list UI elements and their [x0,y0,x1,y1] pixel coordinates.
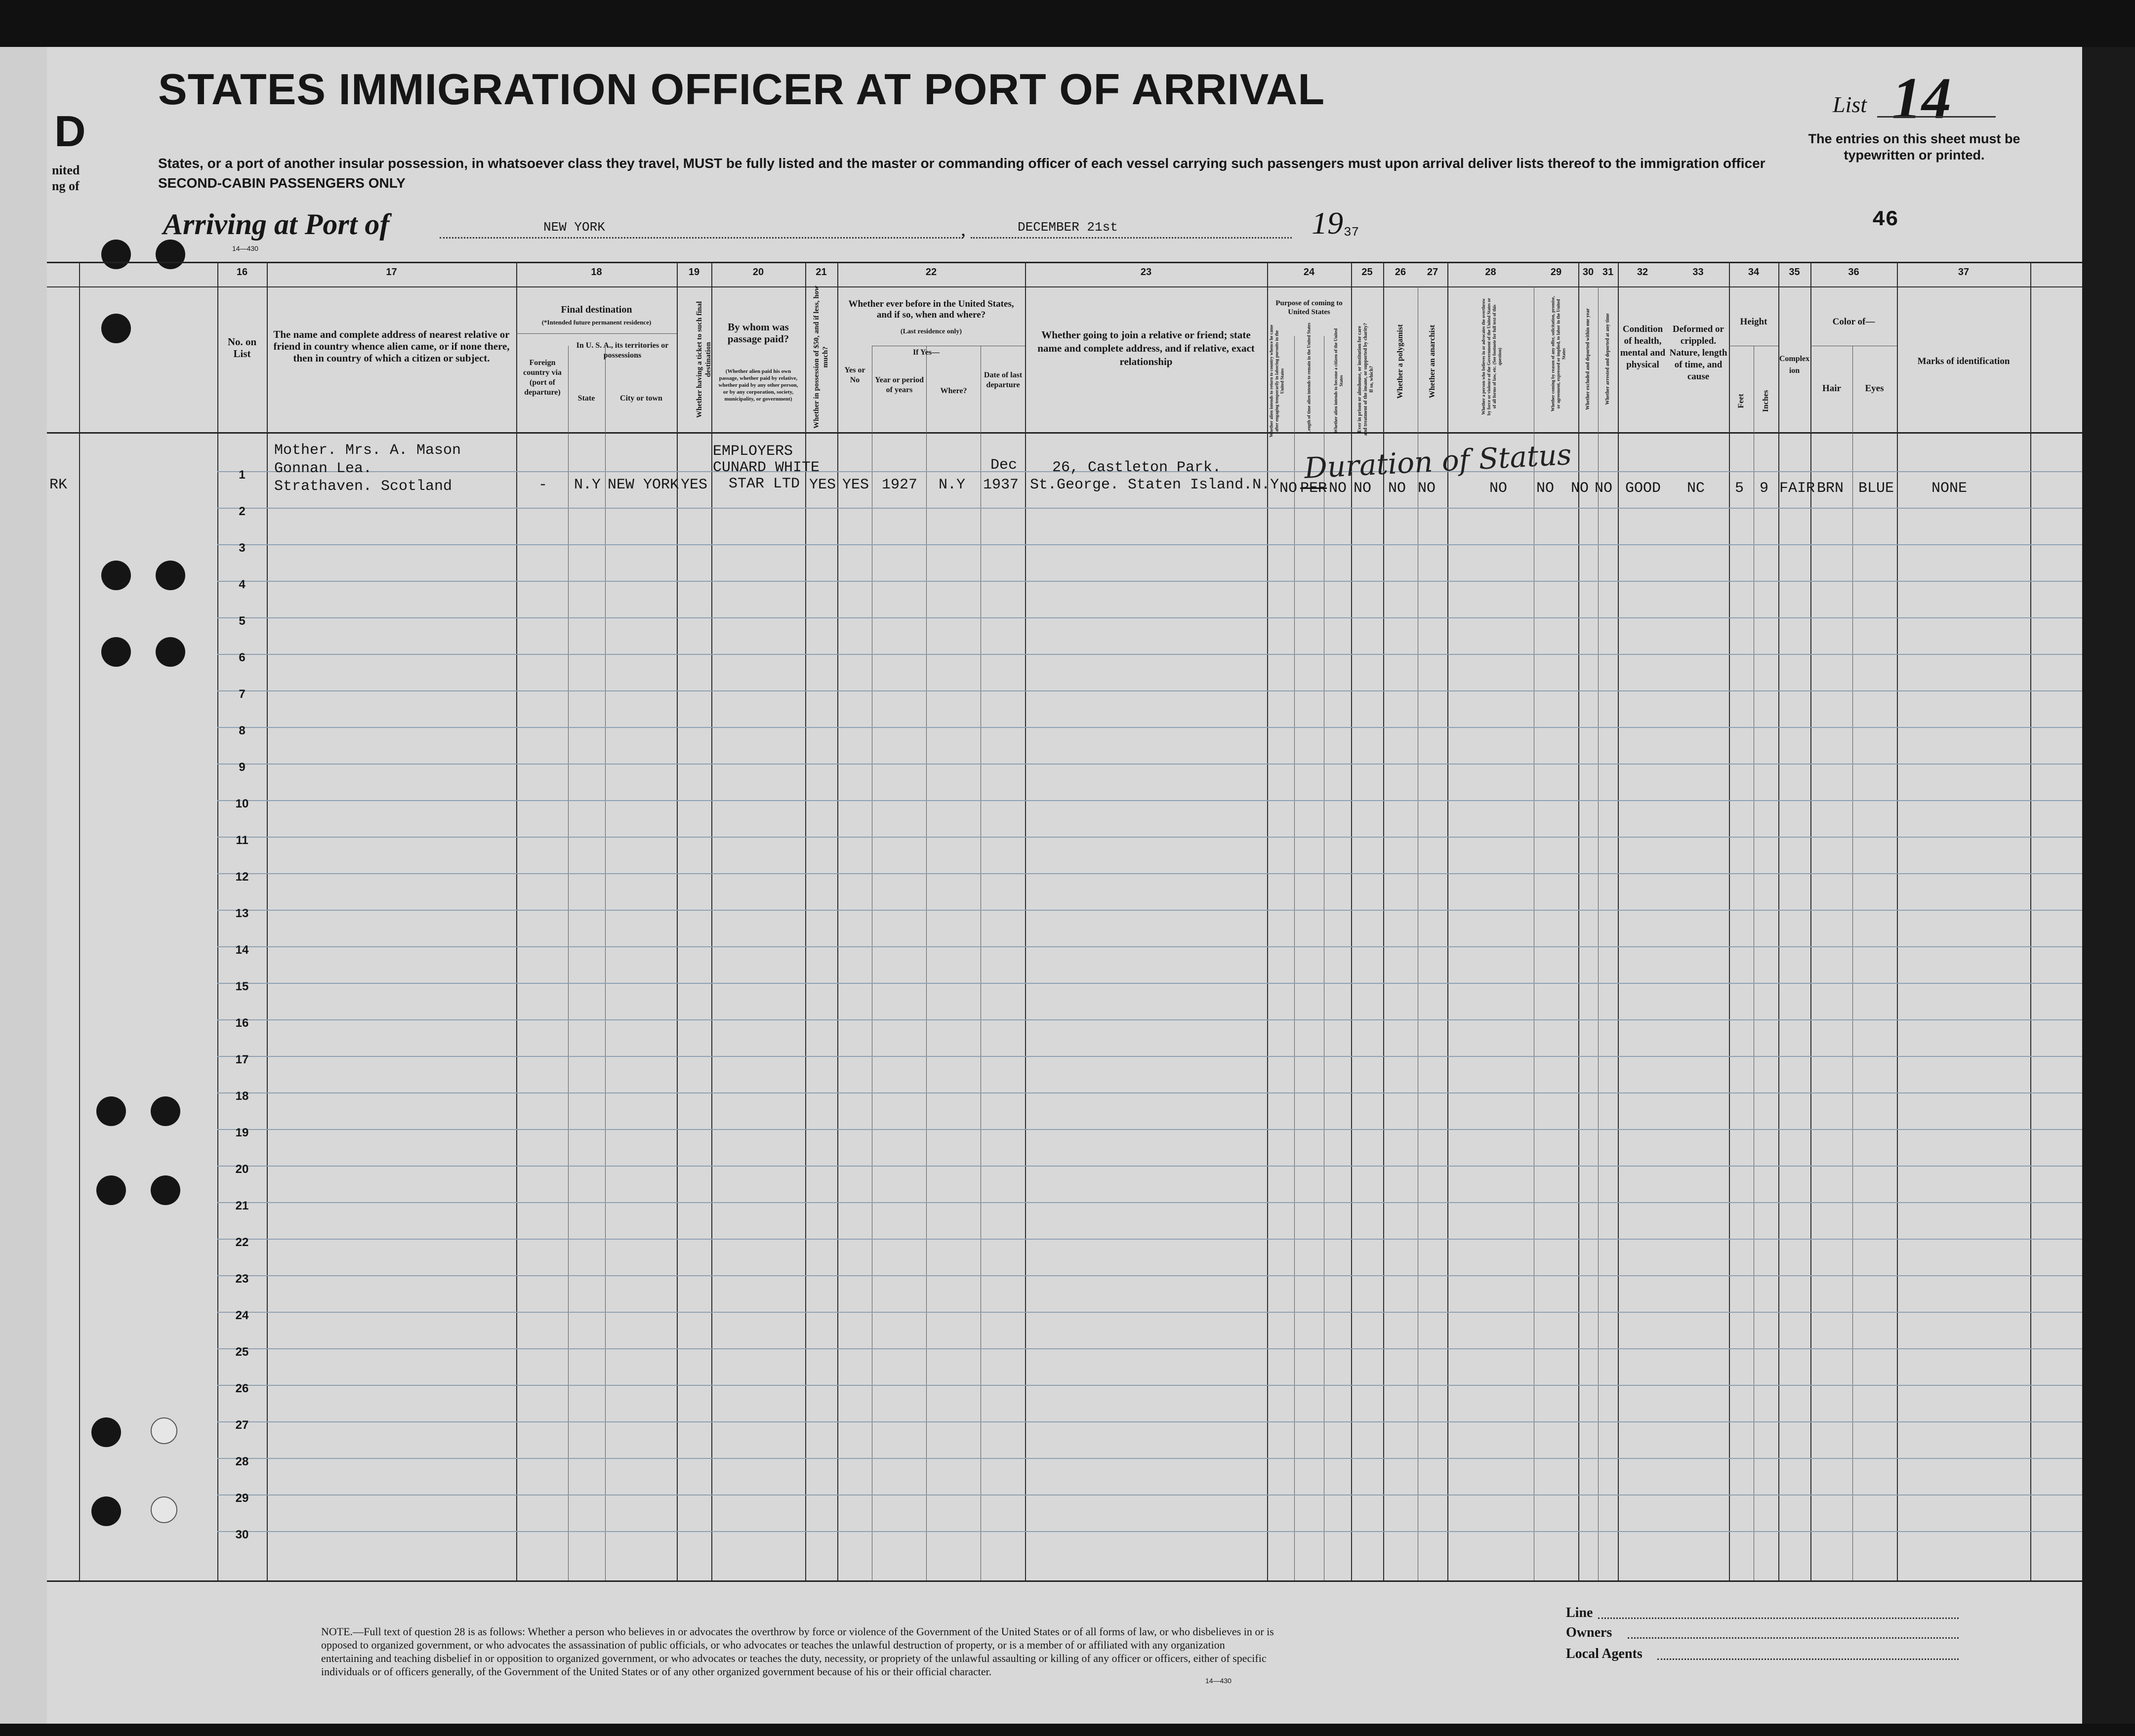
colnum-26: 26 [1395,267,1406,278]
port-dotted-line [440,237,963,239]
header-q30: Whether excluded and deported within one year [1585,308,1591,410]
table-bottom-rule [47,1580,2082,1582]
port-value: NEW YORK [543,220,605,235]
colnum-25: 25 [1361,267,1373,278]
table-row [217,1129,2082,1130]
punch-hole [101,240,131,269]
year-value: 1927 [882,477,918,493]
left-fragment-port: RK [49,477,68,493]
subtitle-class: SECOND-CABIN PASSENGERS ONLY [158,175,406,191]
table-row [217,1056,2082,1057]
header-eyes: Eyes [1865,383,1884,394]
sub-column-rule [926,346,927,1580]
eyes-value: BLUE [1858,480,1894,497]
row-number: 27 [235,1418,249,1432]
header-q31: Whether arrested and deported at any time [1605,313,1610,405]
left-fragment-title: D [54,107,86,156]
footnote-q28: NOTE.—Full text of question 28 is as follows: Whether a person who believes in or advocates the overthrow by force or violence of the Government of the United States or of all forms of law, or who disbelieves in or is opposed to organized government, or who advocates the assassination of public officials, or who advocates or teaches the unlawful destruction of property, or is a member of or affiliated with any organization entertaining and teaching disbelief in or opposition to organized government, or who advocates or teaches the duty, necessity, or propriety of the unlawful assaulting or killing of any officer or officers, either of specific individuals or of officers generally, of the Government of the United States or of any other organized government because of his or their official character. [321,1625,1274,1678]
punch-hole-reinforcement [151,1417,177,1444]
row-number: 13 [235,907,249,920]
header-if-yes: If Yes— [912,348,940,357]
table-row [217,1385,2082,1386]
colnum-28: 28 [1485,267,1496,278]
colnum-17: 17 [386,267,397,278]
row-number: 29 [235,1492,249,1505]
header-prison: Ever in prison or almshouse, or institution for care and treatment of the insane, or supported by charity? If so, which? [1357,323,1374,436]
header-relative: The name and complete address of nearest relative or friend in country whence alien came, or if none there, then in country of which a citizen or subject. [273,328,510,364]
colnum-30: 30 [1582,267,1594,278]
column-rule [2030,262,2031,1580]
left-fragment-1: nited [52,163,80,177]
row-number: 22 [235,1236,249,1249]
row-number: 7 [239,687,246,701]
where-value: N.Y [939,477,966,493]
row-number: 6 [239,651,246,664]
header-final-destination-sub: (*Intended future permanent residence) [541,319,652,326]
row-number: 4 [239,578,246,591]
last-departure-line-1: Dec [990,457,1018,474]
header-passage-sub: (Whether alien paid his own passage, whether paid by relative, whether paid by any other person, or by any corporation, society, municipality, or government) [718,368,798,402]
header-hair: Hair [1822,383,1841,394]
table-row [217,1019,2082,1020]
punch-hole [101,561,131,590]
row-number: 20 [235,1163,249,1176]
colnum-19: 19 [688,267,700,278]
q29-value: NO [1536,480,1555,497]
owners-dotted [1628,1637,1959,1639]
sub-column-rule [568,346,569,1580]
table-row [217,946,2082,947]
feet-value: 5 [1735,480,1744,497]
header-length-of-stay: Length of time alien intends to remain in the United States [1306,323,1312,434]
header-inches: Inches [1762,390,1770,412]
row-number: 5 [239,614,246,628]
header-q29: Whether coming by reason of any offer, solicitation, promise, or agreement, expressed or implied, to labor in the United States [1550,296,1566,412]
colnum-35: 35 [1789,267,1800,278]
comma: , [961,218,966,240]
handwritten-annotation: Duration of Status [1303,437,1573,485]
table-row [217,800,2082,801]
table-row [217,1312,2082,1313]
deformed-value: NC [1687,480,1705,497]
length-of-stay-value: PER [1300,480,1327,497]
form-code: 14—430 [232,244,258,252]
line-label: Line [1566,1605,1593,1620]
column-rule [1778,262,1779,1580]
column-rule [711,262,712,1580]
header-city: City or town [620,394,662,403]
list-number: 14 [1892,65,1951,131]
header-feet: Feet [1737,394,1745,408]
table-row [217,764,2082,765]
row-number: 2 [239,505,246,518]
punch-hole [91,1417,121,1447]
punch-hole [96,1096,126,1126]
header-money: Whether in possession of $50, and if less, how much? [813,285,829,429]
row-number: 23 [235,1272,249,1286]
punch-hole [101,637,131,667]
money-value: YES [809,477,836,493]
column-rule [516,262,517,1580]
q30-value: NO [1571,480,1589,497]
sub-column-rule [605,346,606,1580]
row-number: 18 [235,1090,249,1103]
header-where: Where? [940,387,967,395]
table-row [217,690,2082,691]
paid-by-line-1: EMPLOYERS [713,443,793,460]
relative-line-2: Gonnan Lea. [274,460,372,477]
table-row [217,1239,2082,1240]
colnum-21: 21 [816,267,827,278]
colnum-27: 27 [1427,267,1438,278]
header-marks: Marks of identification [1917,356,2010,366]
manifest-sheet [47,47,2082,1724]
agents-dotted [1657,1658,1959,1660]
paid-by-line-3: STAR LTD [729,476,800,492]
table-row [217,837,2082,838]
header-purpose: Purpose of coming to United States [1275,299,1343,316]
sub-column-rule [1852,346,1853,1580]
year-suffix: 37 [1344,225,1359,240]
row-number: 14 [235,943,249,957]
anarchist-value: NO [1418,480,1436,497]
state-value: N.Y [574,477,601,493]
header-ticket: Whether having a ticket to such final destination [696,301,712,418]
colnum-29: 29 [1550,267,1562,278]
table-row [217,873,2082,874]
colnum-20: 20 [752,267,764,278]
subtitle: States, or a port of another insular possession, in whatsoever class they travel, MUST be fully listed and the master or commanding officer of each vessel carrying such passengers must upon arrival deliver lists thereof to the immigration officer [158,156,1765,171]
joining-line-2: St.George. Staten Island.N.Y [1030,477,1279,493]
row-number: 16 [235,1016,249,1030]
arriving-label: Arriving at Port of [163,208,390,241]
citizen-intent-value: NO [1329,480,1347,497]
header-color: Color of— [1832,317,1875,327]
page-number: 46 [1872,207,1898,232]
row-number: 30 [235,1528,249,1541]
row-number: 15 [235,980,249,993]
header-height: Height [1740,317,1767,327]
final-dest-rule [516,333,677,334]
header-bottom-rule [47,432,2082,434]
colnum-37: 37 [1958,267,1970,278]
header-anarchist: Whether an anarchist [1428,324,1437,399]
header-ever-before: Whether ever before in the United States, and if so, when and where? [848,299,1014,320]
header-ever-before-sub: (Last residence only) [900,328,962,335]
year-prefix: 19 [1312,205,1343,241]
date-dotted-line [971,237,1292,239]
punch-hole [151,1096,180,1126]
owners-label: Owners [1566,1625,1612,1640]
date-value: DECEMBER 21st [1018,220,1118,235]
colnum-24: 24 [1303,267,1315,278]
table-row [217,1421,2082,1422]
page-title: STATES IMMIGRATION OFFICER AT PORT OF ARRIVAL [158,65,1325,114]
colnum-34: 34 [1748,267,1760,278]
relative-line-3: Strathaven. Scotland [274,478,452,495]
table-row [217,1166,2082,1167]
header-usa: In U. S. A., its territories or possessions [576,341,669,360]
column-rule [837,262,838,1580]
row-number: 19 [235,1126,249,1139]
table-row [217,617,2082,618]
header-yes-no: Yes or No [844,366,865,384]
sub-column-rule [1294,336,1295,1580]
colnum-32: 32 [1637,267,1648,278]
line-dotted [1598,1617,1959,1619]
column-rule [79,262,80,1580]
before-in-us-value: YES [842,477,869,493]
colnum-16: 16 [236,267,248,278]
health-value: GOOD [1625,480,1661,497]
row-number: 17 [235,1053,249,1066]
table-row [217,508,2082,509]
punch-hole-reinforcement [151,1496,177,1523]
row-number: 24 [235,1309,249,1322]
column-rule [1618,262,1619,1580]
colnum-22: 22 [925,267,937,278]
header-year: Year or period of years [875,376,924,394]
colnum-23: 23 [1140,267,1152,278]
colnum-33: 33 [1692,267,1704,278]
return-intent-value: NO [1279,480,1298,497]
column-rule [1897,262,1898,1580]
row-number: 25 [235,1345,249,1359]
header-foreign-country: Foreign country via (port of departure) [523,359,562,397]
right-dark-edge [2082,47,2135,1724]
header-joining: Whether going to join a relative or friend; state name and complete address, and if relative, exact relationship [1037,329,1255,367]
row-number: 10 [235,797,249,810]
list-label: List [1833,92,1867,117]
punch-hole [91,1496,121,1526]
row-number: 9 [239,761,246,774]
left-fragment-2: ng of [52,179,80,193]
punch-hole [156,637,185,667]
agents-label: Local Agents [1566,1646,1642,1661]
table-row [217,910,2082,911]
punch-hole [101,314,131,343]
row-number: 21 [235,1199,249,1212]
list-underline [1877,116,1996,118]
table-row [217,1092,2082,1093]
column-rule [1025,262,1026,1580]
row-number: 8 [239,724,246,737]
header-no-on-list: No. on List [227,336,257,360]
header-q28: Whether a person who believes in or advocates the overthrow by force or violence of the Government of the United States or of all forms of law, etc. (See footnote for full text of this question) [1481,298,1502,415]
punch-hole [156,240,185,269]
marks-value: NONE [1931,480,1968,497]
left-page-strip [0,47,47,1724]
prison-value: NO [1354,480,1372,497]
foreign-country-value: - [538,477,548,493]
joining-line-1: 26, Castleton Park. [1052,459,1222,476]
column-rule [677,262,678,1580]
header-citizen-intent: Whether alien intends to become a citizen of the United States [1333,328,1344,434]
hair-value: BRN [1817,480,1844,497]
table-row [217,1348,2082,1349]
column-rule [1729,262,1730,1580]
header-polygamist: Whether a polygamist [1396,324,1404,399]
punch-hole [96,1175,126,1205]
row-number: 26 [235,1382,249,1395]
ticket-value: YES [681,477,708,493]
column-rule [1578,262,1579,1580]
last-departure-line-2: 1937 [983,477,1019,493]
colnum-18: 18 [591,267,602,278]
header-top-rule [47,262,2082,263]
header-health: Condition of health, mental and physical [1620,324,1666,370]
q31-value: NO [1595,480,1613,497]
header-complexion: Complexion [1779,355,1810,375]
column-rule [1810,262,1811,1580]
header-last-departure: Date of last departure [984,371,1023,389]
row-number: 12 [235,870,249,884]
table-row [217,654,2082,655]
footer-form-code: 14—430 [1205,1677,1232,1685]
colnum-31: 31 [1602,267,1614,278]
row-number: 1 [239,468,246,482]
punch-hole [156,561,185,590]
header-deformed: Deformed or crippled. Nature, length of time, and cause [1669,324,1727,382]
colnum-36: 36 [1848,267,1859,278]
q28-value: NO [1489,480,1508,497]
table-row [217,1494,2082,1495]
row-number: 28 [235,1455,249,1468]
paid-by-line-2: CUNARD WHITE [713,459,820,476]
table-row [217,581,2082,582]
column-rule [1267,262,1268,1580]
table-row [217,1275,2082,1276]
table-row [217,983,2082,984]
header-return-intent: Whether alien intends to return to country whence he came after engaging temporarily in laboring pursuits in the United States [1269,324,1285,438]
polygamist-value: NO [1388,480,1406,497]
table-row [217,1458,2082,1459]
row-number: 11 [236,834,248,847]
header-passage: By whom was passage paid? [727,321,789,345]
city-value: NEW YORK [608,477,679,493]
table-row [217,544,2082,545]
complexion-value: FAIR [1779,480,1815,497]
inches-value: 9 [1760,480,1769,497]
punch-hole [151,1175,180,1205]
row-number: 3 [239,541,246,555]
colnum-rule [47,286,2082,287]
table-row [217,1531,2082,1532]
relative-line-1: Mother. Mrs. A. Mason [274,442,461,459]
header-state: State [577,394,595,403]
entries-note: The entries on this sheet must be typewritten or printed. [1808,131,2020,162]
table-row [217,1202,2082,1203]
table-row [217,727,2082,728]
header-final-destination: Final destination [561,304,632,315]
